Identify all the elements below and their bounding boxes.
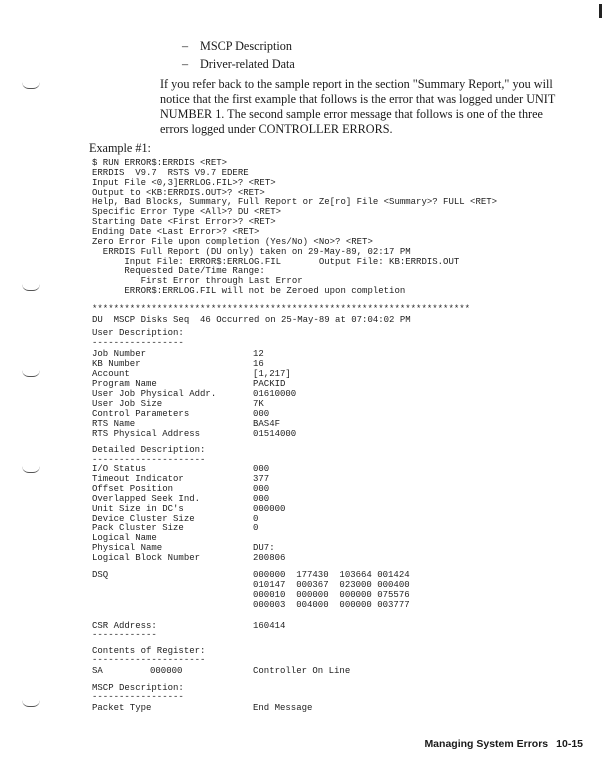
field-label: Program Name — [92, 379, 157, 389]
section-title: Contents of Register: — [92, 646, 206, 656]
paragraph-line: NUMBER 1. The second sample error message that follows is one of the three — [160, 107, 543, 121]
command-line: $ RUN ERROR$:ERRDIS <RET> — [92, 158, 228, 168]
dsq-row: 010147 000367 023000 000400 — [253, 580, 410, 590]
example-heading: Example #1: — [89, 141, 151, 155]
command-line: ERRDIS Full Report (DU only) taken on 29-May-89, 02:17 PM — [92, 246, 411, 257]
margin-mark — [22, 700, 40, 707]
command-line: ERROR$:ERRLOG.FIL will not be Zeroed upon completion — [92, 286, 406, 297]
field-label: Physical Name — [92, 543, 163, 554]
field-label: User Job Physical Addr. — [92, 389, 217, 399]
field-value: PACKID — [253, 379, 286, 389]
field-value: [1,217] — [253, 369, 291, 379]
field-label: Timeout Indicator — [92, 473, 184, 484]
field-value: DU7: — [253, 543, 275, 554]
field-value: BAS4F — [253, 419, 281, 429]
field-value: 01514000 — [253, 429, 297, 439]
command-line: Output to <KB:ERRDIS.OUT>? <RET> — [92, 187, 265, 198]
field-value: 000000 — [253, 503, 286, 514]
section-underline: ----------------- — [92, 692, 184, 702]
dsq-label: DSQ — [92, 570, 109, 580]
field-label: Logical Name — [92, 533, 157, 544]
page-number: 10-15 — [556, 738, 583, 750]
footer-title: Managing System Errors — [424, 738, 549, 750]
paragraph-line: notice that the first example that follows is the error that was logged under UNIT — [160, 92, 556, 106]
field-value: 12 — [253, 349, 264, 359]
field-label: Unit Size in DC's — [92, 503, 184, 514]
csr-value: 160414 — [253, 621, 286, 631]
field-value: 000 — [253, 409, 270, 419]
field-value: 16 — [253, 359, 264, 369]
field-label: Job Number — [92, 349, 147, 359]
section-underline: ----------------- — [92, 338, 184, 348]
field-label: KB Number — [92, 359, 141, 369]
field-value: 01610000 — [253, 389, 297, 399]
field-value: 7K — [253, 399, 264, 409]
command-line: Help, Bad Blocks, Summary, Full Report or Ze[ro] File <Summary>? FULL <RET> — [92, 197, 498, 208]
section-title: User Description: — [92, 328, 184, 338]
field-value: 0 — [253, 523, 259, 534]
bullet-item: Driver-related Data — [200, 57, 295, 71]
field-label: RTS Name — [92, 419, 136, 429]
bullet-item: MSCP Description — [200, 39, 292, 53]
dsq-row: 000010 000000 000000 075576 — [253, 590, 410, 600]
scan-edge-mark — [599, 4, 602, 18]
separator-line: ********************************************************************** — [92, 304, 471, 314]
field-label: Overlapped Seek Ind. — [92, 493, 201, 504]
section-underline: ------------ — [92, 630, 157, 640]
register-name: SA — [92, 666, 103, 676]
field-label: Offset Position — [92, 483, 174, 494]
command-line: First Error through Last Error — [92, 276, 303, 287]
field-label: Packet Type — [92, 703, 152, 713]
section-underline: --------------------- — [92, 455, 206, 465]
margin-mark — [22, 82, 40, 89]
field-value: End Message — [253, 703, 313, 713]
margin-mark — [22, 466, 40, 473]
event-header: DU MSCP Disks Seq 46 Occurred on 25-May-89 at 07:04:02 PM — [92, 315, 411, 325]
command-line: Input File <0,3]ERRLOG.FIL>? <RET> — [92, 177, 276, 188]
field-value: 0 — [253, 513, 259, 524]
bullet-dash: – — [182, 39, 189, 53]
dsq-row: 000003 004000 000000 003777 — [253, 600, 410, 610]
command-line: Starting Date <First Error>? <RET> — [92, 217, 276, 228]
paragraph-line: If you refer back to the sample report in the section "Summary Report," you will — [160, 77, 553, 91]
dsq-row: 000000 177430 103664 001424 — [253, 570, 410, 580]
section-underline: --------------------- — [92, 655, 206, 665]
field-value: 000 — [253, 483, 270, 494]
paragraph-line: errors logged under CONTROLLER ERRORS. — [160, 122, 393, 136]
margin-mark — [22, 370, 40, 377]
register-value: 000000 — [150, 666, 183, 676]
field-value: 377 — [253, 473, 270, 484]
margin-mark — [22, 284, 40, 291]
command-line: Requested Date/Time Range: — [92, 266, 265, 277]
field-value: 200806 — [253, 553, 286, 564]
field-label: I/O Status — [92, 464, 147, 474]
csr-label: CSR Address: — [92, 621, 157, 631]
field-label: Pack Cluster Size — [92, 523, 184, 534]
bullet-dash: – — [182, 57, 189, 71]
section-title: MSCP Description: — [92, 683, 184, 693]
field-label: User Job Size — [92, 399, 163, 409]
field-label: RTS Physical Address — [92, 429, 201, 439]
field-value: 000 — [253, 493, 270, 504]
page-footer — [424, 738, 583, 750]
command-line: Ending Date <Last Error>? <RET> — [92, 226, 260, 237]
command-line: Input File: ERROR$:ERRLOG.FIL Output File: KB:ERRDIS.OUT — [92, 256, 460, 267]
field-label: Account — [92, 369, 130, 379]
section-title: Detailed Description: — [92, 445, 206, 455]
field-label: Control Parameters — [92, 409, 190, 419]
command-line: Zero Error File upon completion (Yes/No) <No>? <RET> — [92, 236, 373, 247]
field-label: Logical Block Number — [92, 553, 201, 564]
command-line: Specific Error Type <All>? DU <RET> — [92, 207, 282, 218]
field-label: Device Cluster Size — [92, 513, 195, 524]
register-meaning: Controller On Line — [253, 666, 351, 676]
command-line: ERRDIS V9.7 RSTS V9.7 EDERE — [92, 167, 249, 178]
field-value: 000 — [253, 464, 270, 474]
